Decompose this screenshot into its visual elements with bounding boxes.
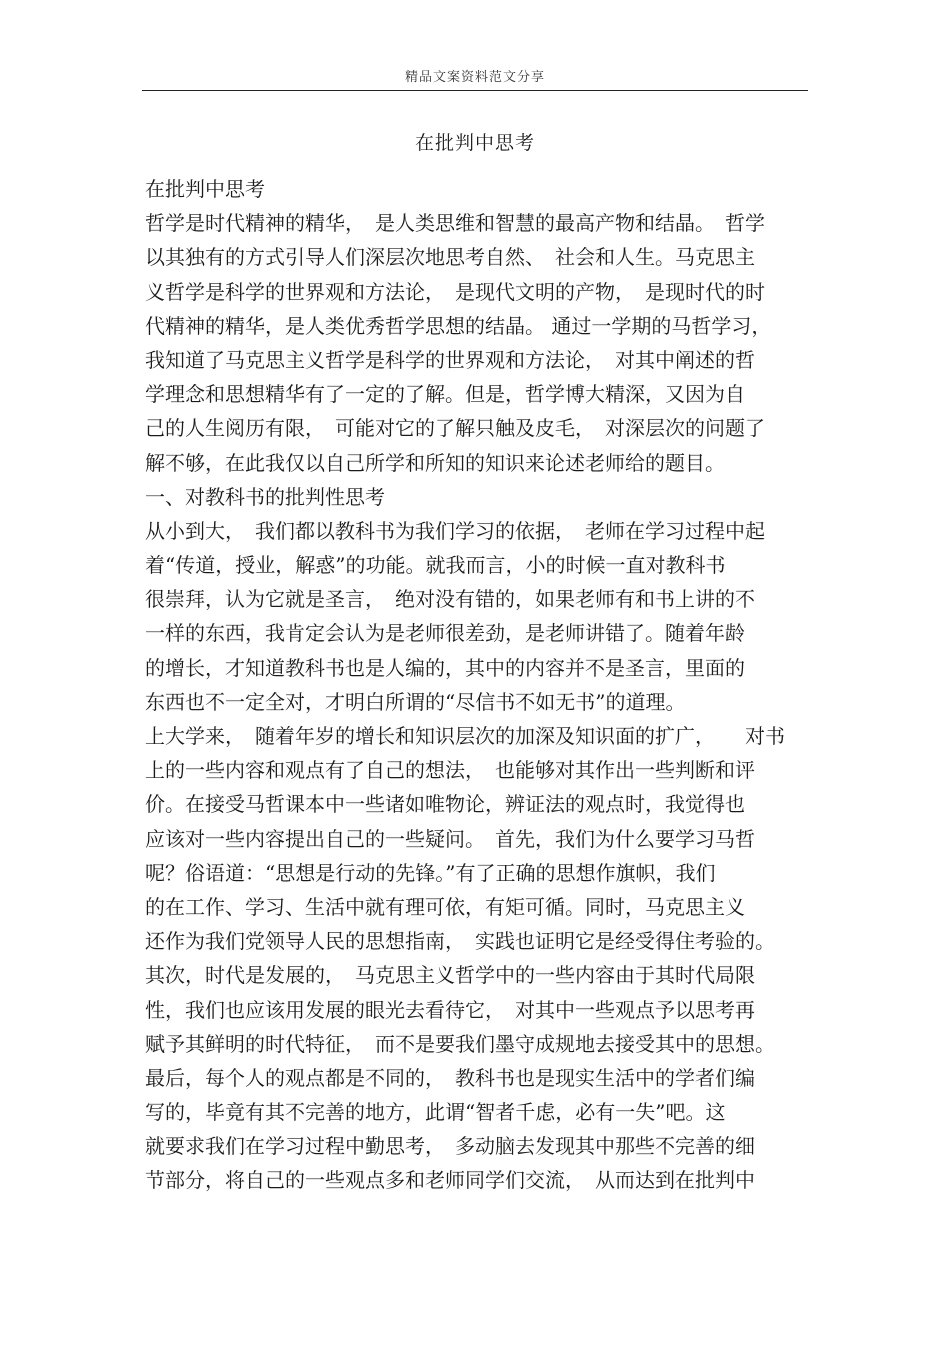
body-text-line: 性，我们也应该用发展的眼光去看待它， 对其中一些观点予以思考再 (145, 997, 755, 1022)
body-text-line: 上的一些内容和观点有了自己的想法， 也能够对其作出一些判断和评 (145, 758, 755, 783)
body-text-line: 一、对教科书的批判性思考 (145, 484, 385, 509)
body-text-line: 赋予其鲜明的时代特征， 而不是要我们墨守成规地去接受其中的思想。 (145, 1031, 775, 1056)
body-text-line: 哲学是时代精神的精华， 是人类思维和智慧的最高产物和结晶。 哲学 (145, 211, 765, 236)
document-body (145, 174, 810, 1200)
body-text-line: 己的人生阅历有限， 可能对它的了解只触及皮毛， 对深层次的问题了 (145, 416, 765, 441)
body-text-line: 学理念和思想精华有了一定的了解。但是，哲学博大精深，又因为自 (145, 382, 745, 407)
body-text-line: 一样的东西，我肯定会认为是老师很差劲，是老师讲错了。随着年龄 (145, 621, 745, 646)
body-text-line: 着“传道，授业，解惑”的功能。就我而言，小的时候一直对教科书 (145, 553, 726, 578)
body-text-line: 以其独有的方式引导人们深层次地思考自然、 社会和人生。马克思主 (145, 245, 755, 270)
body-text-line: 还作为我们党领导人民的思想指南， 实践也证明它是经受得住考验的。 (145, 929, 775, 954)
body-text-line: 呢？俗语道：“思想是行动的先锋。”有了正确的思想作旗帜，我们 (145, 860, 716, 885)
body-text-line: 我知道了马克思主义哲学是科学的世界观和方法论， 对其中阐述的哲 (145, 347, 755, 372)
body-text-line: 节部分，将自己的一些观点多和老师同学们交流， 从而达到在批判中 (145, 1168, 755, 1193)
body-text-line: 就要求我们在学习过程中勤思考， 多动脑去发现其中那些不完善的细 (145, 1134, 755, 1159)
header-divider (142, 90, 808, 91)
body-text-line: 其次，时代是发展的， 马克思主义哲学中的一些内容由于其时代局限 (145, 963, 755, 988)
body-text-line: 价。在接受马哲课本中一些诸如唯物论，辨证法的观点时，我觉得也 (145, 792, 745, 817)
running-header: 精品文案资料范文分享 (404, 70, 545, 85)
body-text-line: 义哲学是科学的世界观和方法论， 是现代文明的产物， 是现时代的时 (145, 279, 765, 304)
body-text-line: 的增长，才知道教科书也是人编的，其中的内容并不是圣言，里面的 (145, 655, 745, 680)
body-text-line: 最后，每个人的观点都是不同的， 教科书也是现实生活中的学者们编 (145, 1065, 755, 1090)
body-text-line: 上大学来， 随着年岁的增长和知识层次的加深及知识面的扩广， 对书 (145, 724, 785, 748)
body-text-line: 写的，毕竟有其不完善的地方，此谓“智者千虑，必有一失”吧。这 (145, 1100, 726, 1125)
body-text-line: 从小到大， 我们都以教科书为我们学习的依据， 老师在学习过程中起 (145, 518, 765, 543)
body-text-line: 应该对一些内容提出自己的一些疑问。 首先，我们为什么要学习马哲 (145, 826, 755, 851)
body-text-line: 很崇拜，认为它就是圣言， 绝对没有错的，如果老师有和书上讲的不 (145, 587, 755, 612)
body-text-line: 代精神的精华，是人类优秀哲学思想的结晶。 通过一学期的马哲学习， (145, 313, 772, 338)
body-text-line: 的在工作、学习、生活中就有理可依，有矩可循。同时，马克思主义 (145, 894, 745, 919)
document-title: 在批判中思考 (414, 132, 535, 154)
body-text-line: 东西也不一定全对，才明白所谓的“尽信书不如无书”的道理。 (145, 689, 686, 714)
body-heading-line: 在批判中思考 (145, 177, 265, 201)
body-text-line: 解不够，在此我仅以自己所学和所知的知识来论述老师给的题目。 (145, 450, 725, 475)
